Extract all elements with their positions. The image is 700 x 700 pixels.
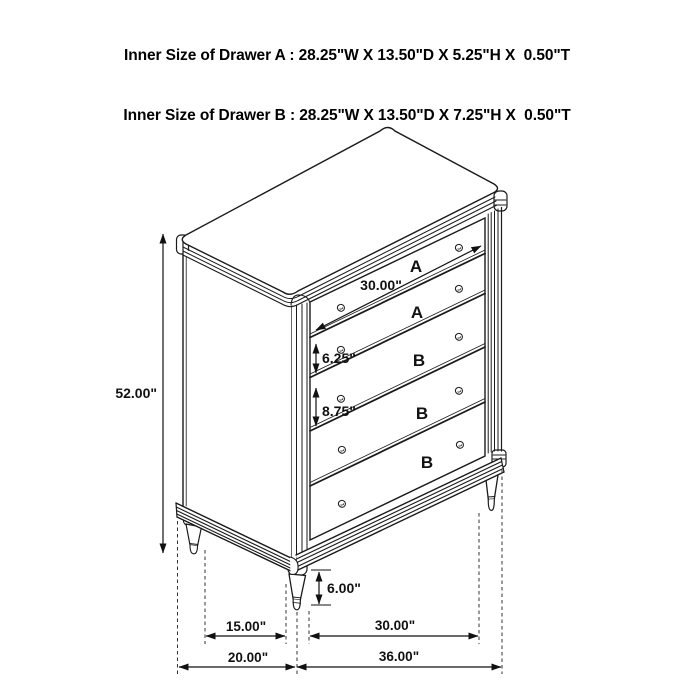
drawer-3-label: B: [412, 351, 426, 370]
overall-width-label: 36.00": [378, 649, 420, 664]
drawer-a-height-label: 6.25": [322, 350, 356, 366]
drawer-a-size-text: Inner Size of Drawer A : 28.25"W X 13.50"D X 5.25"H X 0.50"T: [124, 47, 570, 64]
drawer-2-label: A: [410, 303, 424, 322]
base-width-label: 30.00": [374, 618, 416, 633]
drawer-1-label: A: [409, 257, 423, 276]
overall-depth-label: 20.00": [227, 650, 269, 665]
right-pilaster: [488, 208, 501, 454]
leg-height-label: 6.00": [327, 580, 361, 596]
front-left-post: [291, 295, 310, 561]
drawer-4-label: B: [415, 404, 429, 423]
overall-height-label: 52.00": [115, 385, 157, 401]
drawer-width-label: 30.00": [360, 277, 402, 293]
drawer-b-size-text: Inner Size of Drawer B : 28.25"W X 13.50"D X 7.25"H X 0.50"T: [123, 107, 571, 124]
drawer-5-label: B: [420, 453, 434, 472]
chest-drawing: [176, 128, 507, 610]
drawer-b-height-label: 8.75": [322, 403, 356, 419]
base-depth-label: 15.00": [225, 619, 267, 634]
